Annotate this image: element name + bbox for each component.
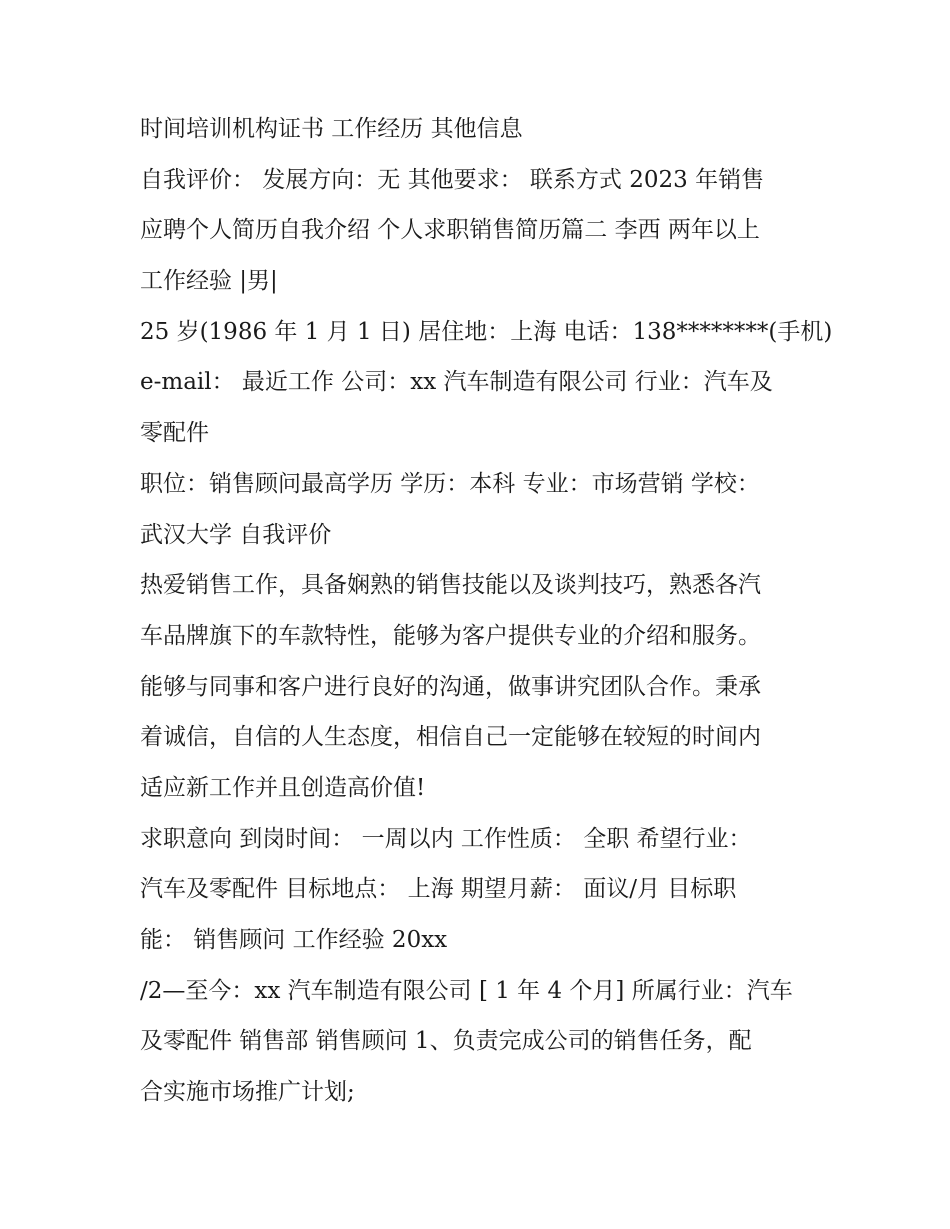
text-line: 自我评价： 发展方向：无 其他要求： 联系方式 2023 年销售	[140, 166, 765, 193]
text-line: 零配件	[140, 420, 209, 447]
text-line: 适应新工作并且创造高价值!	[140, 774, 426, 801]
text-line: 及零配件 销售部 销售顾问 1、负责完成公司的销售任务，配	[140, 1028, 752, 1055]
text-line: e-mail： 最近工作 公司：xx 汽车制造有限公司 行业：汽车及	[140, 369, 773, 396]
text-line: 求职意向 到岗时间： 一周以内 工作性质： 全职 希望行业：	[140, 825, 752, 852]
text-line: 着诚信，自信的人生态度，相信自己一定能够在较短的时间内	[140, 724, 761, 751]
text-line: 工作经验 |男|	[140, 268, 278, 295]
document-body	[140, 104, 833, 1118]
text-line: 职位：销售顾问最高学历 学历：本科 专业：市场营销 学校：	[140, 470, 760, 497]
text-line: 25 岁(1986 年 1 月 1 日) 居住地：上海 电话：138********(手机)	[140, 318, 833, 345]
text-line: 能： 销售顾问 工作经验 20xx	[140, 927, 448, 953]
text-line: 车品牌旗下的车款特性，能够为客户提供专业的介绍和服务。	[140, 622, 761, 649]
text-line: 时间培训机构证书 工作经历 其他信息	[140, 116, 523, 142]
text-line: 合实施市场推广计划;	[140, 1079, 355, 1106]
text-line: 应聘个人简历自我介绍 个人求职销售简历篇二 李西 两年以上	[140, 217, 760, 244]
text-line: 能够与同事和客户进行良好的沟通，做事讲究团队合作。秉承	[140, 673, 761, 700]
text-line: 汽车及零配件 目标地点： 上海 期望月薪： 面议/月 目标职	[140, 876, 737, 903]
text-line: 武汉大学 自我评价	[140, 521, 332, 548]
text-line: 热爱销售工作，具备娴熟的销售技能以及谈判技巧，熟悉各汽	[140, 572, 761, 599]
text-line: /2—至今：xx 汽车制造有限公司 [ 1 年 4 个月] 所属行业：汽车	[140, 977, 793, 1004]
